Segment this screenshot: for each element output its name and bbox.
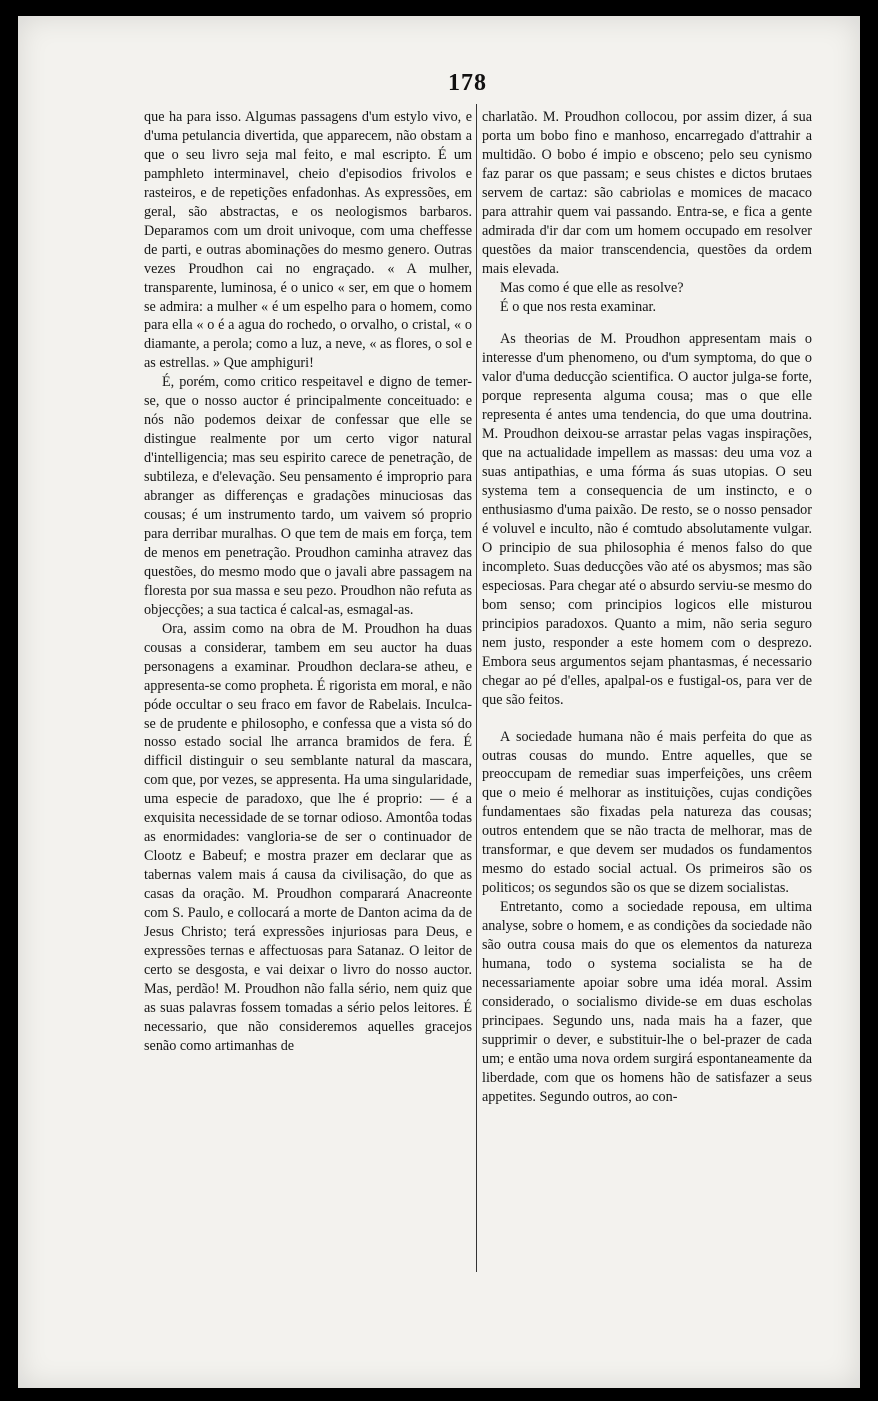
paragraph: É o que nos resta examinar.: [500, 298, 657, 315]
right-column: [482, 108, 812, 1107]
left-column: [144, 108, 472, 1056]
paragraph: Ora, assim como na obra de M. Proudhon ha duas cousas a considerar, tambem em seu auctor ha duas personagens a examinar. Proudhon declara-se atheu, e appresenta-se como propheta. É rigorista em moral, e não póde occultar o seu fraco em favor de Rabelais. Inculca-se de prudente e philosopho, e confessa que a vista só do nosso estado social lhe arranca bramidos de fera. É difficil distinguir o seu semblante natural da mascara, com que, por vezes, se appresenta. Ha uma singularidade, uma especie de paradoxo, que lhe é proprio: — é a exquisita necessidade de se tornar odioso. Amontôa todas as enormidades: vangloria-se de ser o continuador de Clootz e Babeuf; e mostra prazer em declarar que as tabernas valem mais á causa da civilisação, do que as casas da oração. M. Proudhon comparará Anacreonte com S. Paulo, e collocará a morte de Danton acima da de Jesus Christo; terá expressões injuriosas para Deus, e expressões ternas e affectuosas para Satanaz. O leitor de certo se desgosta, e vai deixar o livro do nosso auctor. Mas, perdão! M. Proudhon não falla sério, nem quiz que as suas palavras fossem tomadas a sério pelos leitores. É necessario, que não consideremos aquelles gracejos senão como artimanhas de: [144, 620, 472, 1054]
paragraph: A sociedade humana não é mais perfeita do que as outras cousas do mundo. Entre aquelles, que se preoccupam de remediar suas imperfeições, uns crêem que o meio é melhorar as instituições, cujas condições fundamentaes são fixadas pela natureza das cousas; outros entendem que se não tracta de melhorar, mas de transformar, e que devem ser mudados os fundamentos mesmo do estado social actual. Os primeiros são os politicos; os segundos são os que se dizem socialistas.: [482, 728, 812, 897]
page-number: 178: [448, 70, 487, 96]
column-divider: [476, 104, 477, 1272]
paragraph: As theorias de M. Proudhon appresentam mais o interesse d'um phenomeno, ou d'um symptoma, do que o valor d'uma deducção scientifica. O auctor julga-se forte, porque representa alguma cousa; mas o que elle representa é antes uma tendencia, do que uma doutrina. M. Proudhon deixou-se arrastar pelas vagas inspirações, que na actualidade impellem as massas: deu uma voz a suas antipathias, e uma fórma ás suas utopias. O seu systema tem a consequencia de um instincto, e o enthusiasmo d'uma paixão. De resto, se o nosso pensador é voluvel e inculto, não é comtudo absolutamente vulgar. O principio de sua philosophia é menos falso do que incompleto. Suas deducções vão até os abysmos; mas são especiosas. Para chegar até o absurdo serviu-se mesmo do bom senso; com principios logicos elle misturou principios paradoxos. Quanto a mim, não seria seguro nem justo, responder a este homem com o desprezo. Embora seus argumentos sejam phantasmas, é necessario chegar ao pé d'elles, apalpal-os e fustigal-os, para ver de que são feitos.: [482, 331, 812, 708]
paragraph: que ha para isso. Algumas passagens d'um estylo vivo, e d'uma petulancia divertida, que apparecem, não obstam a que o seu livro seja mal feito, e mal escripto. É um pamphleto interminavel, cheio d'episodios frivolos e rasteiros, e de repetições enfadonhas. As expressões, em geral, são abstractas, e os neologismos barbaros. Deparamos com um droit univoque, com uma cheffesse de parti, e outras abominações do mesmo genero. Outras vezes Proudhon cai no engraçado. « A mulher, transparente, luminosa, é o unico « ser, em que o homem se admira: a mulher « é um espelho para o homem, como para ella « o é a agua do rochedo, o orvalho, o cristal, « o diamante, a perola; como a luz, a neve, « as flores, o sol e as estrellas. » Que amphiguri!: [144, 109, 472, 372]
paragraph: É, porém, como critico respeitavel e digno de temer-se, que o nosso auctor é principalmente conceituado: e nós não podemos deixar de confessar que elle se distingue realmente por um certo vigor natural d'intelligencia; mas seu espirito carece de penetração, de subtileza, e d'elevação. Seu pensamento é improprio para abranger as differenças e gradações minuciosas das cousas; é um instrumento tardo, um vaivem só proprio para derribar muralhas. O que tem de mais em força, tem de menos em penetração. Proudhon caminha atravez das questões, do mesmo modo que o javali abre passagem na floresta por sua massa e seu pezo. Proudhon não refuta as objecções; a sua tactica é calcal-as, esmagal-as.: [144, 374, 472, 618]
paragraph: charlatão. M. Proudhon collocou, por assim dizer, á sua porta um bobo fino e manhoso, encarregado d'attrahir a multidão. O bobo é impio e obsceno; pelo seu cynismo faz parar os que passam; e seus chistes e dictos brutaes servem de cartaz: são cabriolas e momices de macaco para attrahir quem vai passando. Entra-se, e fica a gente admirada d'ir dar com um homem occupado em resolver questões da maior transcendencia, questões da ordem mais elevada.: [482, 109, 812, 277]
paragraph: Entretanto, como a sociedade repousa, em ultima analyse, sobre o homem, e as condições da sociedade não são outra cousa mais do que os elementos da natureza humana, todo o systema socialista se ha de necessariamente apoiar sobre uma idéa moral. Assim considerado, o socialismo divide-se em duas escholas principaes. Segundo uns, nada mais ha a fazer, que supprimir o dever, e substituir-lhe o bel-prazer de cada um; e então uma nova ordem surgirá espontaneamente da liberdade, com que os homens hão de satisfazer a seus appetites. Segundo outros, ao con-: [482, 899, 812, 1105]
paragraph: Mas como é que elle as resolve?: [500, 279, 684, 296]
